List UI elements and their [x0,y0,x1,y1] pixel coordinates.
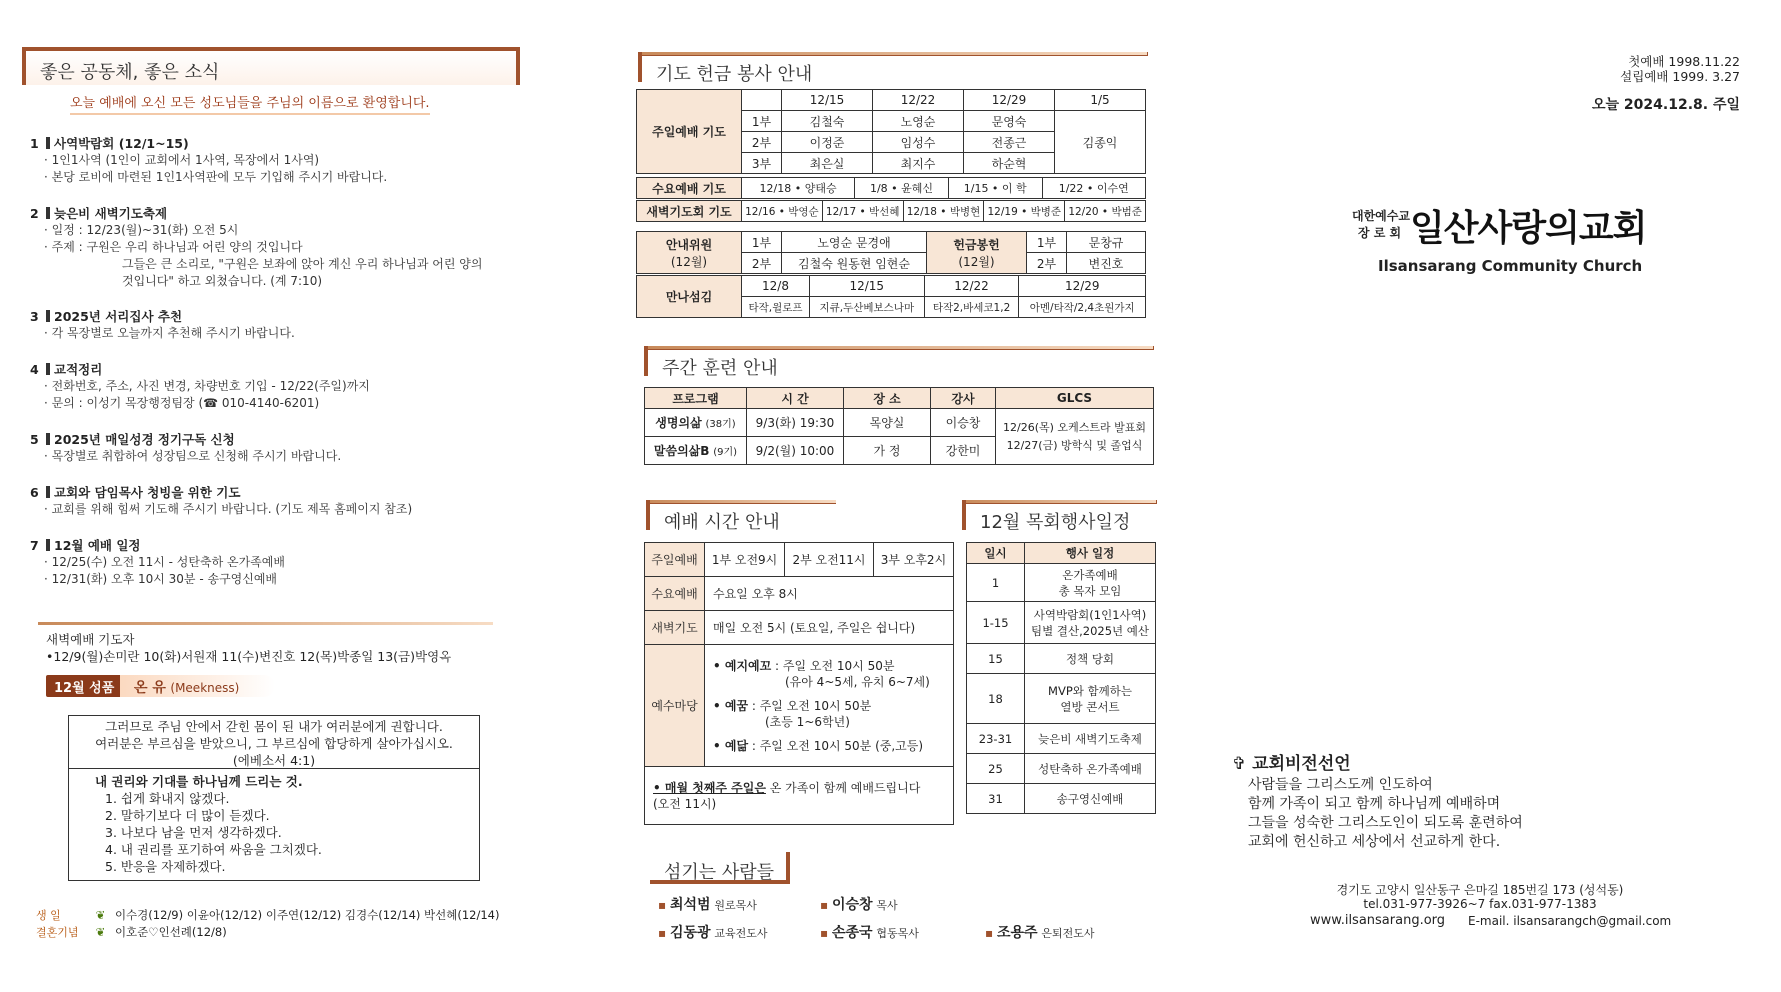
date-cell: 12/22 [924,276,1019,297]
date-cell: 1/5 [1055,90,1146,111]
wed-prayer-label: 수요예배 기도 [637,178,742,199]
pledge-item: 4. 내 권리를 포기하여 싸움을 그치겠다. [105,842,322,857]
note-text: 온 가족이 함께 예배드립니다 [765,780,921,795]
part-cell: 1부 [1027,232,1067,253]
tel-fax: tel.031-977-3926~7 fax.031-977-1383 [1363,897,1597,911]
program-gi: (9기) [713,447,738,458]
event-line: 사역박람회(1인1사역) [1033,607,1147,622]
teacher-cell: 이승창 [931,409,996,437]
news-head [30,431,590,448]
bullet-bar-icon [46,486,50,498]
news-heading: 2025년 서리집사 추천 [54,309,183,324]
name-cell: 최지수 [873,153,964,174]
wed-worship-time: 수요일 오후 8시 [705,577,954,611]
meet-cell: 타작2,바세코1,2 [924,297,1019,318]
virtue-badge [46,675,122,697]
event-cell: 송구영신예배 [1025,784,1156,814]
meet-cell: 아멘/타작/2,4초원가지 [1019,297,1146,318]
kids-item: • 예꿈 : 주일 오전 10시 50분 [713,698,872,713]
news-head [30,205,590,222]
kids-cell [705,645,954,767]
blank-cell [742,90,782,111]
news-number: 2 [30,206,39,221]
news-number: 4 [30,362,39,377]
servant-role: 목사 [876,899,898,912]
meet-cell: 지큐,두산베보스나마 [809,297,924,318]
news-item [30,205,590,290]
th-event: 행사 일정 [1025,543,1156,564]
news-head [30,135,590,152]
dawn-title: 새벽예배 기도자 [46,632,135,647]
program-name: 말씀의삶B [653,444,710,458]
dawn-line [38,622,493,625]
news-heading: 늦은비 새벽기도축제 [54,206,168,221]
kids-time: 주일 오전 10시 50분 [759,698,872,713]
name-cell: 이정준 [782,132,873,153]
sunday-worship-label: 주일예배 [645,543,705,577]
event-date: 18 [967,674,1025,724]
name-cell: 노영순 [873,111,964,132]
verse-box [68,715,480,769]
event-date: 15 [967,644,1025,674]
kids-sub: (유아 4~5세, 유치 6~7세) [785,674,930,689]
sunday-time: 2부 오전11시 [785,543,874,577]
servants-title: 섬기는 사람들 [664,862,775,883]
date-cell: 12/15 [782,90,873,111]
event-date: 23-31 [967,724,1025,754]
bullet-bar-icon [46,363,50,375]
news-head [30,308,590,325]
news-number: 5 [30,432,39,447]
dawn-cell: 12/17 • 박선혜 [822,201,903,222]
servant-role: 협동목사 [876,927,919,940]
event-cell: 성탄축하 온가족예배 [1025,754,1156,784]
note-time: (오전 11시) [653,796,717,811]
event-line: 팀별 결산,2025년 예산 [1031,623,1149,638]
th-program: 프로그램 [645,388,747,409]
news-line: · 목장별로 취합하여 성장팀으로 신청해 주시기 바랍니다. [44,449,342,463]
usher-names: 노영순 문경애 [782,232,927,253]
virtue-label: 12월 성품 [54,681,115,696]
verse-line: (에베소서 4:1) [232,753,316,768]
th-date: 일시 [967,543,1025,564]
news-line: · 교회를 위해 힘써 기도해 주시기 바랍니다. (기도 제목 홈페이지 참조) [44,502,413,516]
news-number: 7 [30,538,39,553]
servant-role: 교육전도사 [714,927,768,940]
part-cell: 3부 [742,153,782,174]
servant-2: ▪ 이승창 목사 [820,897,898,913]
meet-cell: 타작,윌로프 [742,297,810,318]
event-cell [1025,674,1156,724]
pledge-item: 1. 쉽게 화내지 않겠다. [105,791,230,806]
usher-table [636,231,1146,274]
usher-label: 안내위원 [665,237,713,252]
vision-text [1248,776,1523,852]
date-cell: 12/15 [809,276,924,297]
bullet-bar-icon [46,539,50,551]
training-table [644,387,1154,465]
pledge-item: 5. 반응을 자제하겠다. [105,859,226,874]
leaf-icon: ❦ [95,908,106,922]
teacher-cell: 강한미 [931,437,996,465]
birthday-label: 생 일 [36,909,61,922]
news-line: 것입니다" 하고 외쳤습니다. (계 7:10) [122,274,323,288]
worship-table [644,542,954,825]
wed-cell: 12/18 • 양태승 [742,178,855,199]
name-cell: 문영숙 [964,111,1055,132]
wed-worship-label: 수요예배 [645,577,705,611]
vision-title: ✞ 교회비전선언 [1232,754,1351,774]
verse-line: 그러므로 주님 안에서 갇힌 몸이 된 내가 여러분에게 권합니다. [105,719,443,734]
training-title: 주간 훈련 안내 [644,346,1154,376]
servant-name: 손종국 [831,925,873,941]
date-cell: 12/29 [1019,276,1146,297]
date-cell: 12/8 [742,276,810,297]
denom-line1: 대한예수교 [1352,209,1410,223]
usher-names: 김철숙 원동현 임현순 [782,253,927,274]
news-line: · 12/31(화) 오후 10시 30분 - 송구영신예배 [44,572,278,586]
dawn-cell: 12/18 • 박병현 [903,201,984,222]
event-date: 31 [967,784,1025,814]
servant-role: 은퇴전도사 [1041,927,1095,940]
event-cell: 정책 당회 [1025,644,1156,674]
pledge-title: 내 권리와 기대를 하나님께 드리는 것. [95,774,303,789]
date-cell: 12/22 [873,90,964,111]
virtue-en: (Meekness) [170,681,240,695]
kids-name: • 예꿈 [713,698,749,713]
worship-title: 예배 시간 안내 [646,500,836,530]
news-line: · 전화번호, 주소, 사진 변경, 차량번호 기입 - 12/22(주일)까지 [44,379,370,393]
event-date: 1-15 [967,602,1025,644]
anniv-list: 이호준♡인선례(12/8) [114,925,227,939]
worship-line [650,500,836,503]
dawn-prayer-table [636,200,1146,222]
prayer-table [636,89,1146,174]
offering-names: 문창규 [1067,232,1146,253]
news-heading: 사역박람회 (12/1~15) [54,136,189,151]
news-head [30,537,590,554]
kids-item: • 예지예꼬 : 주일 오전 10시 50분 [713,658,895,673]
pledge-box [68,769,480,881]
birthday-row [36,907,499,923]
church-name: 일산사랑의교회 [1410,208,1647,249]
news-line: · 일정 : 12/23(월)~31(화) 오전 5시 [44,223,239,237]
pledge-item: 3. 나보다 남을 먼저 생각하겠다. [105,825,282,840]
meet-label: 만나섬김 [637,276,742,318]
dawn-worship-label: 새벽기도 [645,611,705,645]
glcs-cell [996,409,1154,465]
news-item [30,361,590,412]
kids-item: • 예닮 : 주일 오전 10시 50분 (중,고등) [713,738,924,753]
denom-line2: 장 로 회 [1358,226,1402,240]
part-cell: 1부 [742,111,782,132]
vision-line: 함께 가족이 되고 함께 하나님께 예배하며 [1248,796,1501,812]
news-heading: 교적정리 [54,362,103,377]
news-line: · 1인1사역 (1인이 교회에서 1사역, 목장에서 1사역) [44,153,320,167]
dawn-prayer-label: 새벽기도회 기도 [637,201,742,222]
event-line: MVP와 함께하는 [1048,683,1132,698]
news-item [30,537,590,588]
name-cell: 김철숙 [782,111,873,132]
servant-5: ▪ 조용주 은퇴전도사 [985,925,1095,941]
prayer-title: 기도 헌금 봉사 안내 [638,52,1148,82]
offering-label-cell [927,232,1027,274]
anniv-row [36,924,227,940]
time-cell: 9/3(화) 19:30 [747,409,844,437]
event-cell [1025,602,1156,644]
virtue-banner [120,675,275,697]
news-item [30,484,590,518]
address: 경기도 고양시 일산동구 은마길 185번길 173 (성석동) [1336,883,1624,897]
event-cell: 늦은비 새벽기도축제 [1025,724,1156,754]
offering-sub: (12월) [958,254,995,269]
place-cell: 목양실 [844,409,931,437]
kids-label: 예수마당 [645,645,705,767]
glcs-line: 12/27(금) 방학식 및 졸업식 [1006,438,1143,452]
news-item [30,308,590,342]
name-cell: 전종근 [964,132,1055,153]
worship-note [645,767,954,825]
th-place: 장 소 [844,388,931,409]
schedule-table [966,542,1156,814]
program-gi: (38기) [705,419,736,430]
vision-line: 교회에 헌신하고 세상에서 선교하게 한다. [1248,834,1501,850]
sunday-time: 3부 오후2시 [873,543,953,577]
news-head [30,484,590,501]
servant-name: 이승창 [831,897,873,913]
news-line: · 12/25(수) 오전 11시 - 성탄축하 온가족예배 [44,555,285,569]
news-number: 1 [30,136,39,151]
bullet-bar-icon [46,433,50,445]
leaf-icon: ❦ [95,925,106,939]
event-line: 열방 콘서트 [1060,699,1120,714]
servant-name: 조용주 [996,925,1038,941]
news-head [30,361,590,378]
date-cell: 12/29 [964,90,1055,111]
news-heading: 2025년 매일성경 정기구독 신청 [54,432,235,447]
dawn-cell: 12/19 • 박병준 [984,201,1065,222]
today-date: 오늘 2024.12.8. 주일 [1592,97,1740,113]
first-worship: 첫예배 1998.11.22 [1628,54,1740,69]
part-cell: 2부 [742,253,782,274]
event-line: 온가족예배 [1062,567,1118,582]
event-date: 25 [967,754,1025,784]
event-cell [1025,564,1156,602]
name-cell: 하순혁 [964,153,1055,174]
kids-time: 주일 오전 10시 50분 (중,고등) [759,738,924,753]
part-cell: 2부 [742,132,782,153]
birthday-list: 이수경(12/9) 이윤아(12/12) 이주연(12/12) 김경수(12/14) 박선혜(12/14) [114,908,500,922]
virtue-name: 온 유 [134,680,166,696]
servant-1: ▪ 최석범 원로목사 [658,897,757,913]
th-time: 시 간 [747,388,844,409]
church-name-en: Ilsansarang Community Church [1378,257,1643,275]
name-cell: 김종익 [1055,111,1146,174]
note-emph: • 매월 첫째주 주일은 [653,780,766,795]
dawn-prayers: •12/9(월)손미란 10(화)서원재 11(수)변진호 12(목)박종일 13(금)박영옥 [46,649,452,664]
wed-cell: 1/22 • 이수연 [1042,178,1145,199]
kids-name: • 예닮 [713,738,749,753]
anniv-label: 결혼기념 [36,926,79,939]
servant-name: 최석범 [669,897,711,913]
bullet-bar-icon [46,310,50,322]
schedule-line [966,500,1156,503]
offering-label: 헌금봉헌 [953,237,1000,252]
sunday-time: 1부 오전9시 [705,543,785,577]
kids-time: 주일 오전 10시 50분 [782,658,895,673]
usher-sub: (12월) [670,254,708,269]
news-line: · 주제 : 구원은 우리 하나님과 어린 양의 것입니다 [44,240,303,254]
meet-table [636,275,1146,318]
news-item [30,135,590,186]
servant-4: ▪ 손종국 협동목사 [820,925,919,941]
part-cell: 2부 [1027,253,1067,274]
th-glcs: GLCS [996,388,1154,409]
news-line: · 문의 : 이성기 목장행정팀장 (☎ 010-4140-6201) [44,396,320,410]
time-cell: 9/2(월) 10:00 [747,437,844,465]
wed-cell: 1/8 • 윤혜신 [855,178,949,199]
news-item [30,431,590,465]
wed-prayer-table [636,177,1146,199]
wed-cell: 1/15 • 이 학 [948,178,1042,199]
vision-line: 그들을 성숙한 그리스도인이 되도록 훈련하여 [1248,815,1523,831]
dawn-cell: 12/16 • 박영순 [742,201,823,222]
usher-label-cell [637,232,742,274]
news-line: 그들은 큰 소리로, "구원은 보좌에 앉아 계신 우리 하나님과 어린 양의 [122,257,483,271]
schedule-title: 12월 목회행사일정 [962,500,1157,530]
email-link[interactable]: E-mail. ilsansarangch@gmail.com [1468,914,1672,928]
news-number: 6 [30,485,39,500]
bullet-bar-icon [46,137,50,149]
training-line [648,346,1153,349]
news-heading: 12월 예배 일정 [54,538,141,553]
program-cell [645,437,747,465]
servant-name: 김동광 [669,925,711,941]
servant-3: ▪ 김동광 교육전도사 [658,925,768,941]
name-cell: 임성수 [873,132,964,153]
servant-role: 원로목사 [714,899,757,912]
news-title: 좋은 공동체, 좋은 소식 [40,62,220,83]
welcome-text: 오늘 예배에 오신 모든 성도님들을 주님의 이름으로 환영합니다. [70,92,430,115]
bullet-bar-icon [46,207,50,219]
event-line: 총 목자 모임 [1058,583,1122,598]
dawn-cell: 12/20 • 박범준 [1065,201,1146,222]
prayer-line [642,52,1147,55]
place-cell: 가 정 [844,437,931,465]
kids-name: • 예지예꼬 [713,658,772,673]
website-link[interactable]: www.ilsansarang.org [1310,913,1446,928]
vision-line: 사람들을 그리스도께 인도하여 [1248,777,1433,793]
dawn-worship-time: 매일 오전 5시 (토요일, 주일은 쉽니다) [705,611,954,645]
name-cell: 최은실 [782,153,873,174]
offering-names: 변진호 [1067,253,1146,274]
verse-line: 여러분은 부르심을 받았으니, 그 부르심에 합당하게 살아가십시오. [95,736,453,751]
kids-sub: (초등 1~6학년) [765,714,850,729]
news-number: 3 [30,309,39,324]
sunday-prayer-label: 주일예배 기도 [637,90,742,174]
program-name: 생명의삶 [655,416,702,430]
glcs-line: 12/26(목) 오케스트라 발표회 [1003,420,1146,434]
th-teacher: 강사 [931,388,996,409]
news-heading: 교회와 담임목사 청빙을 위한 기도 [54,485,241,500]
program-cell [645,409,747,437]
founding: 설립예배 1999. 3.27 [1620,69,1740,84]
news-line: · 본당 로비에 마련된 1인1사역판에 모두 기입해 주시기 바랍니다. [44,170,388,184]
event-date: 1 [967,564,1025,602]
pledge-item: 2. 말하기보다 더 많이 듣겠다. [105,808,270,823]
part-cell: 1부 [742,232,782,253]
news-line: · 각 목장별로 오늘까지 추천해 주시기 바랍니다. [44,326,295,340]
